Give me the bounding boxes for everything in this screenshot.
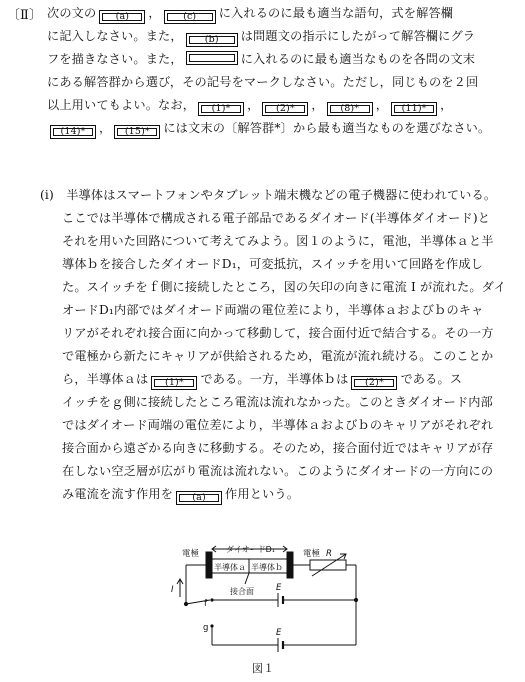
para-line-4: 導体ｂを接合したダイオードD₁，可変抵抗，スイッチを用いて回路を作成し (62, 257, 483, 271)
para-line-12: 接合面から遠ざかる向きに移動する。そのため，接合面付近ではキャリアが存 (62, 441, 494, 455)
current-label: I (171, 585, 174, 595)
semiconductor-a-label: 半導体ａ (214, 563, 246, 572)
electrode-left-label: 電極 (182, 549, 200, 559)
answer-box-1: (1)* (198, 102, 244, 116)
answer-box-11: (11)* (391, 102, 437, 116)
answer-box-15: (15)* (114, 125, 160, 139)
switch-g-label: g (203, 623, 209, 633)
section-number: 〔Ⅱ〕 (7, 8, 42, 23)
switch-f-label: f (204, 599, 207, 609)
answer-box-8: (8)* (327, 102, 373, 116)
right-electrode (287, 552, 293, 578)
resistor-label: R (326, 549, 332, 559)
intro-line-6: (14)* ， (15)* には文末の〔解答群*〕から最も適当なものを選びなさい。 (47, 119, 490, 139)
answer-box-c: (c) (164, 10, 216, 24)
answer-box-a: (a) (99, 10, 145, 24)
semiconductor-b-label: 半導体ｂ (251, 563, 283, 572)
intro-line-3: フを描きなさい。また， に入れるのに最も適当なものを各問の文末 (47, 52, 476, 66)
switch-contact-g (210, 624, 213, 627)
figure-caption: 図１ (252, 662, 275, 675)
answer-box-b: (b) (186, 33, 238, 47)
emf-2-label: E (276, 628, 282, 638)
intro-line-1: 次の文の (a) ， (c) に入れるのに最も適当な語句，式を解答欄 (47, 6, 454, 22)
answer-box-2-inline: (2)* (351, 376, 397, 390)
para-line-10: イッチをｇ側に接続したところ電流は流れなかった。このときダイオード内部 (62, 395, 493, 409)
answer-box-a-inline: (a) (176, 491, 222, 505)
intro-line-4: にある解答群から選び，その記号をマークしなさい。ただし，同じものを２回 (47, 75, 479, 89)
para-line-3: それを用いた回路について考えてみよう。図１のように，電池，半導体ａと半 (62, 234, 494, 248)
answer-box-2: (2)* (262, 102, 308, 116)
intro-line-2: に記入しなさい。また， (b) は問題文の指示にしたがって解答欄にグラ (47, 29, 476, 45)
para-line-2: ここでは半導体で構成される電子部品であるダイオード(半導体ダイオード)と (62, 211, 491, 225)
circuit-diagram (150, 542, 380, 657)
diode-label: ダイオードD₁ (226, 545, 275, 554)
para-line-13: 在しない空乏層が広がり電流は流れない。このようにダイオードの一方向にの (62, 464, 494, 478)
para-line-5: た。スイッチをｆ側に接続したところ，図の矢印の向きに電流 I が流れた。ダイ (62, 280, 507, 294)
para-line-1: (i) 半導体はスマートフォンやタブレット端末機などの電子機器に使われている。 (40, 188, 497, 202)
left-electrode (206, 552, 212, 578)
para-line-6: オードD₁内部ではダイオード両端の電位差により，半導体ａおよびｂのキャ (62, 303, 484, 317)
emf-1-label: E (276, 583, 282, 593)
junction-label: 接合面 (230, 587, 254, 596)
para-line-14: み電流を流す作用を (a) 作用という。 (62, 487, 300, 503)
electrode-right-label: 電極 (303, 549, 321, 559)
para-line-8: で電極から新たにキャリアが供給されるため，電流が流れ続ける。このことか (62, 349, 494, 363)
para-line-9: ら，半導体ａは (1)* である。一方，半導体ｂは (2)* である。ス (62, 372, 463, 388)
answer-box-1-inline: (1)* (151, 376, 197, 390)
para-line-11: ではダイオード両端の電位差により，半導体ａおよびｂのキャリアがそれぞれ (62, 418, 494, 432)
para-line-7: リアがそれぞれ接合面に向かって移動して，接合面付近で結合する。その一方 (62, 326, 494, 340)
variable-resistor (310, 560, 346, 570)
answer-box-14: (14)* (50, 125, 96, 139)
intro-line-5: 以上用いてもよい。なお， (1)* ， (2)* ， (8)* ， (11)* ， (47, 98, 453, 114)
answer-box-blank (186, 51, 238, 65)
switch-contact-f (210, 598, 213, 601)
